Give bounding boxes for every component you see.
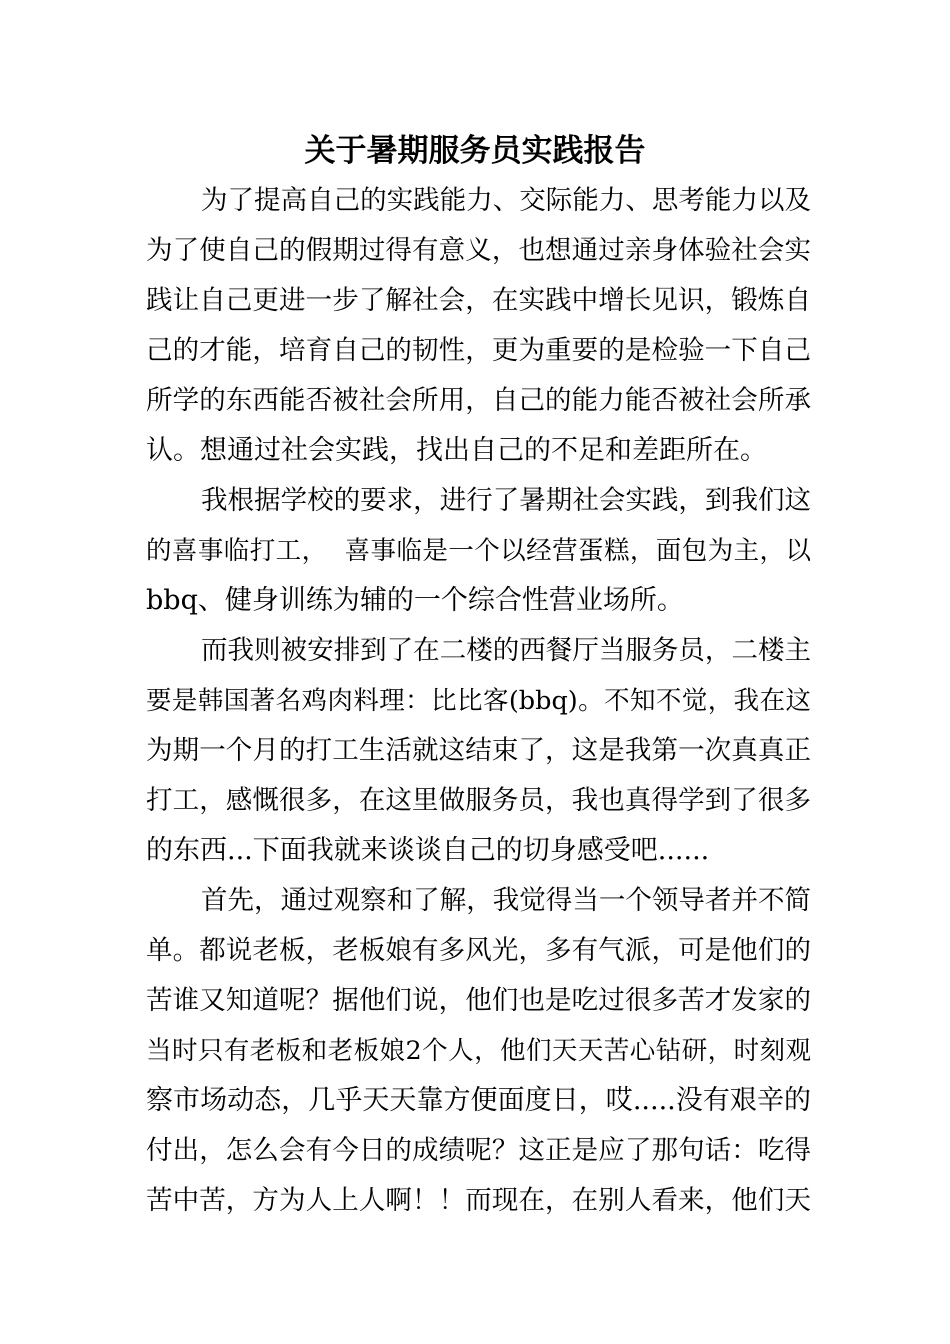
text-line: 为了提高自己的实践能力、交际能力、思考能力以及 (201, 185, 811, 216)
text-line: 为期一个月的打工生活就这结束了，这是我第一次真真正 (146, 735, 811, 766)
text-line: bbq、健身训练为辅的一个综合性营业场所。 (146, 585, 684, 616)
text-line: 付出，怎么会有今日的成绩呢？这正是应了那句话：吃得 (146, 1135, 811, 1166)
paragraph-4 (146, 876, 811, 1226)
text-line: 践让自己更进一步了解社会，在实践中增长见识，锻炼自 (146, 285, 811, 316)
text-line: 为了使自己的假期过得有意义，也想通过亲身体验社会实 (146, 235, 811, 266)
text-line: 的喜事临打工， 喜事临是一个以经营蛋糕，面包为主，以 (146, 536, 811, 566)
paragraph-1 (146, 176, 811, 476)
text-line: 所学的东西能否被社会所用，自己的能力能否被社会所承 (146, 385, 811, 416)
document-body (146, 176, 811, 1226)
text-line: 当时只有老板和老板娘2个人，他们天天苦心钻研，时刻观 (146, 1036, 811, 1066)
paragraph-2 (146, 476, 811, 626)
text-line: 单。都说老板，老板娘有多风光，多有气派，可是他们的 (146, 935, 811, 966)
text-line: 而我则被安排到了在二楼的西餐厅当服务员，二楼主 (201, 635, 811, 666)
text-line: 要是韩国著名鸡肉料理：比比客(bbq)。不知不觉，我在这 (146, 686, 811, 716)
paragraph-3 (146, 626, 811, 876)
text-line: 首先，通过观察和了解，我觉得当一个领导者并不简 (201, 885, 811, 916)
document-title: 关于暑期服务员实践报告 (304, 133, 646, 169)
text-line: 苦中苦，方为人上人啊！！而现在，在别人看来，他们天 (146, 1185, 811, 1216)
text-line: 己的才能，培育自己的韧性，更为重要的是检验一下自己 (146, 335, 811, 366)
text-line: 认。想通过社会实践，找出自己的不足和差距所在。 (146, 435, 767, 466)
text-line: 苦谁又知道呢？据他们说，他们也是吃过很多苦才发家的 (146, 985, 811, 1016)
text-line: 的东西...下面我就来谈谈自己的切身感受吧...... (146, 835, 710, 866)
text-line: 察市场动态，几乎天天靠方便面度日，哎.....没有艰辛的 (146, 1085, 811, 1116)
text-line: 打工，感慨很多，在这里做服务员，我也真得学到了很多 (146, 785, 811, 816)
text-line: 我根据学校的要求，进行了暑期社会实践，到我们这 (201, 485, 811, 516)
